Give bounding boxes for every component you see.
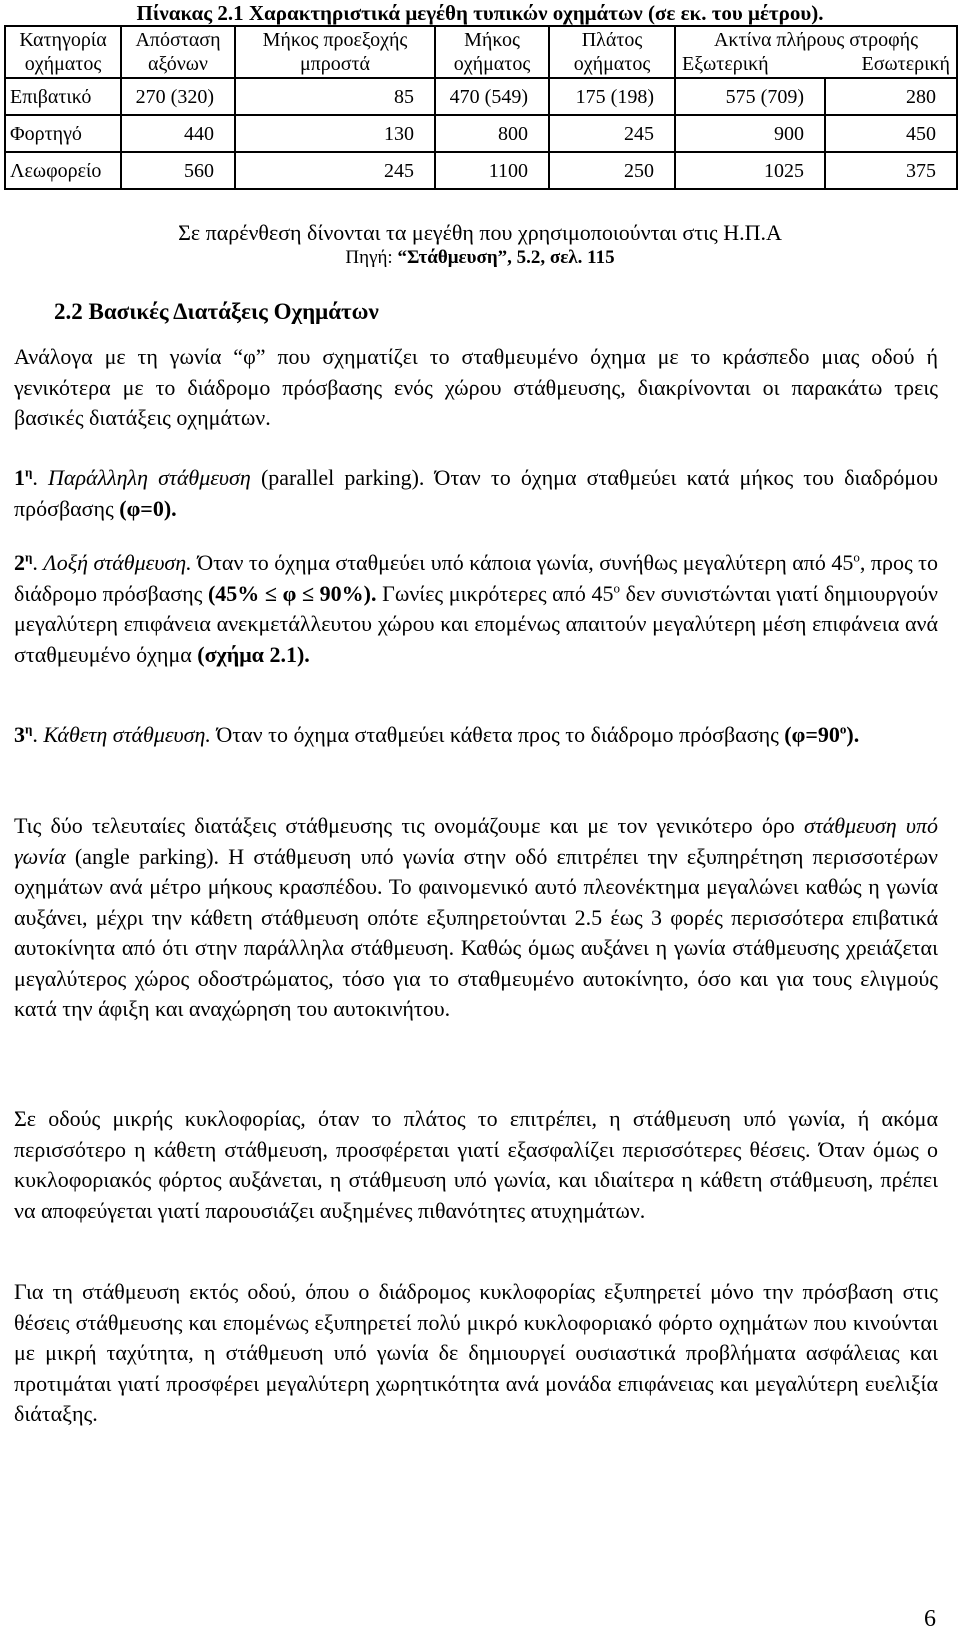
cell-overhang: 245: [235, 152, 435, 189]
cell-axle: 560: [121, 152, 235, 189]
header-turn-inner: Εσωτερική: [861, 53, 950, 75]
header-category: Κατηγορία οχήματος: [5, 26, 121, 78]
item-angled-parking: $2^\eta$. Λοξή στάθμευση. Όταν το όχημα σταθμεύει υπό κάποια γωνία, συνήθως μεγαλύτερη από $45^o$, προς το διάδρομο πρόσβασης (45% ≤ φ ≤ 90%). Γωνίες μικρότερες από $45^o$ δεν συνιστώνται γιατί δημιουργούν μεγαλύτερη επιφάνεια ανεκμετάλλευτου χώρου και επομένως απαιτούν μεγαλύτερη μέση επιφάνεια ανά σταθμευμένο όχημα (σχήμα 2.1).: [14, 549, 939, 667]
header-vehicle-width: Πλάτος οχήματος: [549, 26, 675, 78]
header-turning-radius: Ακτίνα πλήρους στροφής Εξωτερική Εσωτερική: [675, 26, 957, 78]
section-heading: 2.2 Βασικές Διατάξεις Οχημάτων: [54, 299, 379, 324]
vehicle-dimensions-table: [4, 25, 958, 190]
table-title: Πίνακας 2.1 Χαρακτηριστικά μεγέθη τυπικών οχημάτων (σε εκ. του μέτρου).: [136, 1, 824, 25]
cell-category: Επιβατικό: [5, 78, 121, 115]
table-row: [5, 78, 957, 115]
cell-length: 1100: [435, 152, 549, 189]
cell-turn-inner: 450: [825, 115, 957, 152]
offstreet-paragraph: Για τη στάθμευση εκτός οδού, όπου ο διάδρομος κυκλοφορίας εξυπηρετεί μόνο την πρόσβαση στις θέσεις στάθμευσης και επομένως εξυπηρετεί πολύ μικρό κυκλοφοριακό φόρτο οχημάτων που κινούνται με μικρή ταχύτητα, η στάθμευση υπό γωνία δε δημιουργεί ουσιαστικά προβλήματα ασφάλειας και προτιμάται γιατί προσφέρει μεγαλύτερη χωρητικότητα ανά μονάδα επιφάνειας και μεγαλύτερη ευελιξία διάταξης.: [14, 1279, 938, 1426]
cell-length: 800: [435, 115, 549, 152]
header-turn-outer: Εξωτερική: [682, 53, 769, 75]
table-note: Σε παρένθεση δίνονται τα μεγέθη που χρησιμοποιούνται στις Η.Π.Α: [178, 220, 782, 245]
cell-axle: 440: [121, 115, 235, 152]
cell-width: 175 (198): [549, 78, 675, 115]
table-row: [5, 152, 957, 189]
cell-turn-outer: 575 (709): [675, 78, 825, 115]
cell-category: Λεωφορείο: [5, 152, 121, 189]
cell-overhang: 85: [235, 78, 435, 115]
item-parallel-parking: $1^\eta$. Παράλληλη στάθμευση (parallel parking). Όταν το όχημα σταθμεύει κατά μήκος του διαδρόμου πρόσβασης (φ=0).: [14, 464, 939, 521]
page-number: 6: [924, 1606, 936, 1632]
cell-width: 245: [549, 115, 675, 152]
item-perpendicular-parking: $3^\eta$. Κάθετη στάθμευση. Όταν το όχημα σταθμεύει κάθετα προς το διάδρομο πρόσβασης $(\varphi=90^o)$.: [14, 721, 860, 747]
cell-turn-outer: 900: [675, 115, 825, 152]
cell-turn-outer: 1025: [675, 152, 825, 189]
table-row: [5, 115, 957, 152]
cell-overhang: 130: [235, 115, 435, 152]
header-front-overhang: Μήκος προεξοχής μπροστά: [235, 26, 435, 78]
cell-category: Φορτηγό: [5, 115, 121, 152]
angle-parking-paragraph: Τις δύο τελευταίες διατάξεις στάθμευσης τις ονομάζουμε και με τον γενικότερο όρο στάθμευση υπό γωνία (angle parking). Η στάθμευση υπό γωνία στην οδό επιτρέπει την εξυπηρέτηση περισσοτέρων οχημάτων ανά μέτρο μήκους κρασπέδου. Το φαινομενικό αυτό πλεονέκτημα μεγαλώνει καθώς η γωνία αυξάνει, μέχρι την κάθετη στάθμευση οπότε εξυπηρετούνται 2.5 έως 3 φορές περισσότερα επιβατικά αυτοκίνητα από ότι στην παράλληλα στάθμευση. Καθώς όμως αυξάνει η γωνία στάθμευσης χρειάζεται μεγαλύτερος χώρος οδοστρώματος, τόσο για το σταθμευμένο αυτοκίνητο, όσο και για τους ελιγμούς κατά την άφιξη και αναχώρηση του αυτοκινήτου.: [14, 813, 938, 1021]
cell-turn-inner: 375: [825, 152, 957, 189]
cell-axle: 270 (320): [121, 78, 235, 115]
cell-turn-inner: 280: [825, 78, 957, 115]
cell-width: 250: [549, 152, 675, 189]
header-vehicle-length: Μήκος οχήματος: [435, 26, 549, 78]
intro-paragraph: Ανάλογα με τη γωνία “φ” που σχηματίζει το σταθμευμένο όχημα με το κράσπεδο μιας οδού ή γενικότερα με το διάδρομο πρόσβασης ενός χώρου στάθμευσης, διακρίνονται οι παρακάτω τρεις βασικές διατάξεις οχημάτων.: [14, 344, 938, 430]
table-header-row: [5, 26, 957, 78]
cell-length: 470 (549): [435, 78, 549, 115]
table-source: Πηγή: “Στάθμευση”, 5.2, σελ. 115: [345, 247, 615, 268]
low-traffic-paragraph: Σε οδούς μικρής κυκλοφορίας, όταν το πλάτος το επιτρέπει, η στάθμευση υπό γωνία, ή ακόμα περισσότερο η κάθετη στάθμευση, προσφέρεται γιατί εξασφαλίζει περισσότερες θέσεις. Όταν όμως ο κυκλοφοριακός φόρτος αυξάνεται, η στάθμευση υπό γωνία, και ιδιαίτερα η κάθετη στάθμευση, πρέπει να αποφεύγεται γιατί παρουσιάζει αυξημένες πιθανότητες ατυχημάτων.: [14, 1106, 938, 1223]
header-axle-distance: Απόσταση αξόνων: [121, 26, 235, 78]
